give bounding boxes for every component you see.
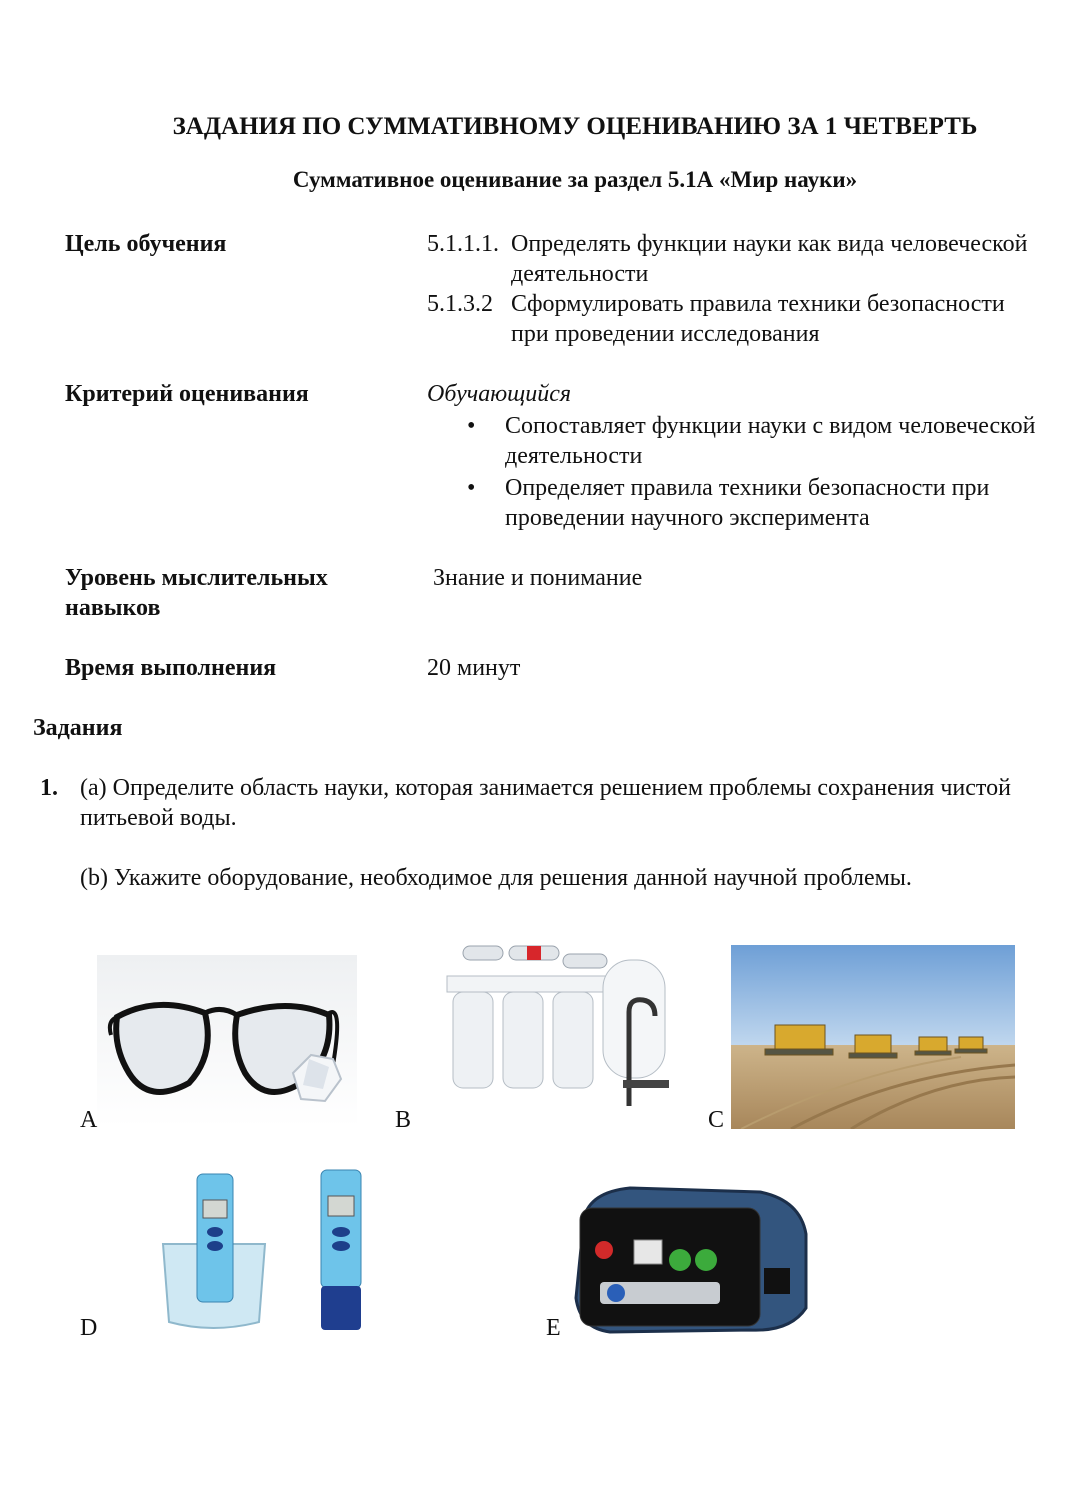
bullet-icon: •: [467, 475, 476, 501]
task-part-a-cont: питьевой воды.: [80, 805, 237, 831]
option-letter-d: D: [80, 1315, 98, 1341]
criteria-bullet-1-cont: деятельности: [505, 443, 643, 469]
goal-text-2: Сформулировать правила техники безопасности: [511, 291, 1005, 317]
tds-meter-image: [125, 1162, 430, 1337]
criteria-bullet-2: Определяет правила техники безопасности при: [505, 475, 990, 501]
option-letter-c: C: [708, 1107, 725, 1133]
time-label: Время выполнения: [65, 655, 277, 681]
goal-label: Цель обучения: [65, 231, 227, 257]
tasks-heading: Задания: [33, 715, 123, 741]
goal-code-1: 5.1.1.1.: [427, 231, 499, 257]
page-subtitle: Суммативное оценивание за раздел 5.1А «Мир науки»: [292, 167, 858, 192]
task-part-a: (а) Определите область науки, которая занимается решением проблемы сохранения чистой: [80, 775, 1011, 801]
page-title: ЗАДАНИЯ ПО СУММАТИВНОМУ ОЦЕНИВАНИЮ ЗА 1 ЧЕТВЕРТЬ: [172, 113, 978, 140]
criteria-bullet-2-cont: проведении научного эксперимента: [505, 505, 870, 531]
goal-text-2-cont: при проведении исследования: [511, 321, 820, 347]
water-filter-image: [433, 940, 673, 1108]
option-letter-a: A: [80, 1107, 98, 1133]
bullet-icon: •: [467, 413, 476, 439]
criteria-intro: Обучающийся: [427, 381, 572, 407]
option-letter-e: E: [546, 1315, 561, 1341]
goal-text-1: Определять функции науки как вида человеческой: [511, 231, 1028, 257]
level-label-cont: навыков: [65, 595, 161, 621]
combine-harvesters-field-image: [731, 945, 1015, 1129]
time-value: 20 минут: [427, 655, 521, 681]
task-number: 1.: [40, 775, 58, 801]
goal-code-2: 5.1.3.2: [427, 291, 493, 317]
option-letter-b: B: [395, 1107, 412, 1133]
goal-text-1-cont: деятельности: [511, 261, 649, 287]
level-label: Уровень мыслительных: [65, 565, 328, 591]
welding-goggles-image: [570, 1178, 810, 1340]
criteria-label: Критерий оценивания: [65, 381, 309, 407]
level-value: Знание и понимание: [433, 565, 643, 591]
task-part-b: (b) Укажите оборудование, необходимое для решения данной научной проблемы.: [80, 865, 912, 891]
criteria-bullet-1: Сопоставляет функции науки с видом человеческой: [505, 413, 1036, 439]
eyeglasses-image: [97, 955, 357, 1127]
